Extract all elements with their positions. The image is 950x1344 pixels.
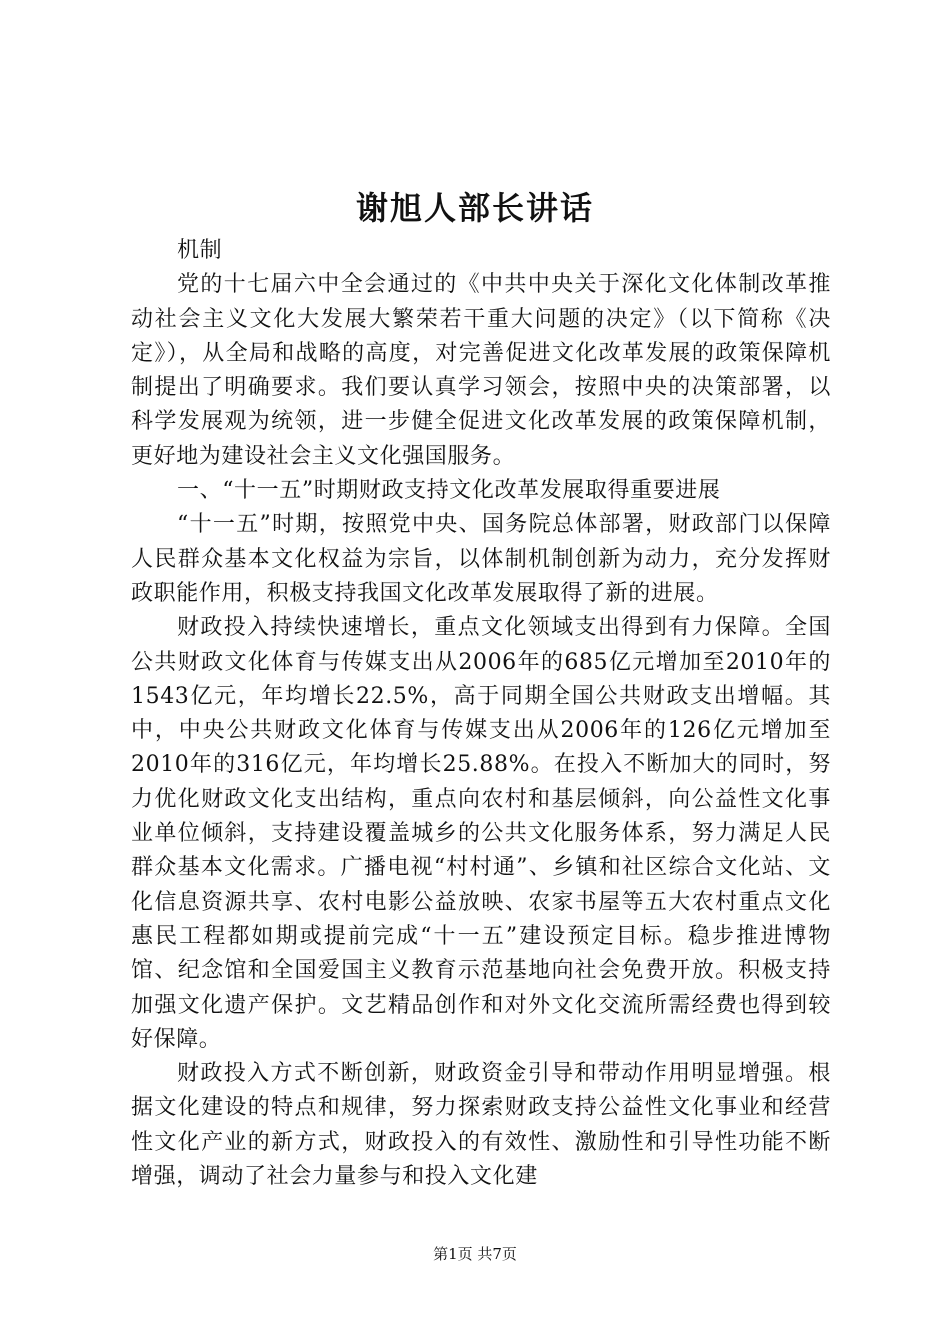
- section-heading: 一、“十一五”时期财政支持文化改革发展取得重要进展: [177, 478, 721, 504]
- page-footer: 第1页 共7页: [433, 1245, 517, 1263]
- paragraph-progress: “十一五”时期，按照党中央、国务院总体部署，财政部门以保障人民群众基本文化权益为宗旨，以体制机制创新为动力，充分发挥财政职能作用，积极支持我国文化改革发展取得了新的进展。: [131, 512, 831, 606]
- paragraph-intro: 党的十七届六中全会通过的《中共中央关于深化文化体制改革推动社会主义文化大发展大繁荣若干重大问题的决定》（以下简称《决定》），从全局和战略的高度，对完善促进文化改革发展的政策保障机制提出了明确要求。我们要认真学习领会，按照中央的决策部署，以科学发展观为统领，进一步健全促进文化改革发展的政策保障机制，更好地为建设社会主义文化强国服务。: [131, 272, 831, 469]
- document-body: [131, 234, 831, 1194]
- paragraph-mechanism: 机制: [177, 238, 223, 263]
- page-title: 谢旭人部长讲话: [355, 189, 594, 227]
- paragraph-investment: 财政投入持续快速增长，重点文化领域支出得到有力保障。全国公共财政文化体育与传媒支出从2006年的685亿元增加至2010年的1543亿元，年均增长22.5%，高于同期全国公共财政支出增幅。其中，中央公共财政文化体育与传媒支出从2006年的126亿元增加至2010年的316亿元，年均增长25.88%。在投入不断加大的同时，努力优化财政文化支出结构，重点向农村和基层倾斜，向公益性文化事业单位倾斜，支持建设覆盖城乡的公共文化服务体系，努力满足人民群众基本文化需求。广播电视“村村通”、乡镇和社区综合文化站、文化信息资源共享、农村电影公益放映、农家书屋等五大农村重点文化惠民工程都如期或提前完成“十一五”建设预定目标。稳步推进博物馆、纪念馆和全国爱国主义教育示范基地向社会免费开放。积极支持加强文化遗产保护。文艺精品创作和对外文化交流所需经费也得到较好保障。: [131, 615, 831, 1052]
- paragraph-innovation: 财政投入方式不断创新，财政资金引导和带动作用明显增强。根据文化建设的特点和规律，努力探索财政支持公益性文化事业和经营性文化产业的新方式，财政投入的有效性、激励性和引导性功能不断增强，调动了社会力量参与和投入文化建: [131, 1061, 831, 1190]
